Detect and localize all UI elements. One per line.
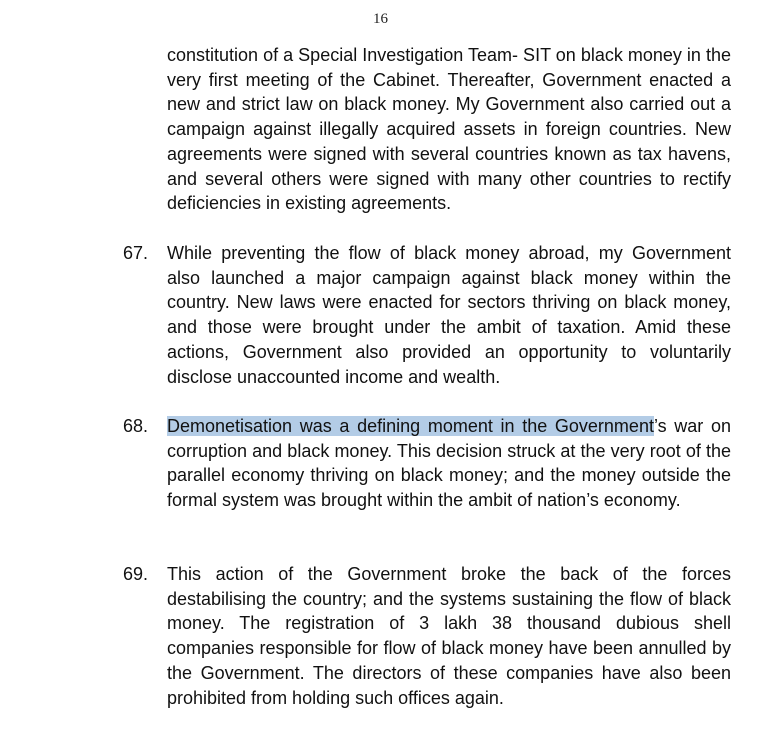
paragraph-67: While preventing the flow of black money abroad, my Government also launched a major campaign against black money within the country. New laws were enacted for sectors thriving on black money, and those were brought under the ambit of taxation. Amid these actions, Government also provided an opportunity to voluntarily disclose unaccounted income and wealth. [167,243,731,387]
paragraph-number-68: 68. [123,416,149,436]
paragraph-number-69: 69. [123,564,149,584]
paragraph-number-67: 67. [123,243,149,263]
selected-text-highlight[interactable]: Demonetisation was a defining moment in the Government [167,416,654,436]
paragraph-69: This action of the Government broke the back of the forces destabilising the country; and the systems sustaining the flow of black money. The registration of 3 lakh 38 thousand dubious shell companies responsible for flow of black money have been annulled by the Government. The directors of these companies have also been prohibited from holding such offices again. [167,564,731,708]
paragraph-68 [167,414,731,513]
paragraph-68-rest: ’s war on corruption and black money. This decision struck at the very root of the parallel economy thriving on black money; and the money outside the formal system was brought within the ambit of nation’s economy. [167,416,731,511]
paragraph-continued: constitution of a Special Investigation Team- SIT on black money in the very first meeting of the Cabinet. Thereafter, Government enacted a new and strict law on black money. My Government also carried out a campaign against illegally acquired assets in foreign countries. New agreements were signed with several countries known as tax havens, and several others were signed with many other countries to rectify deficiencies in existing agreements. [167,45,731,214]
page-number: 16 [373,11,388,27]
